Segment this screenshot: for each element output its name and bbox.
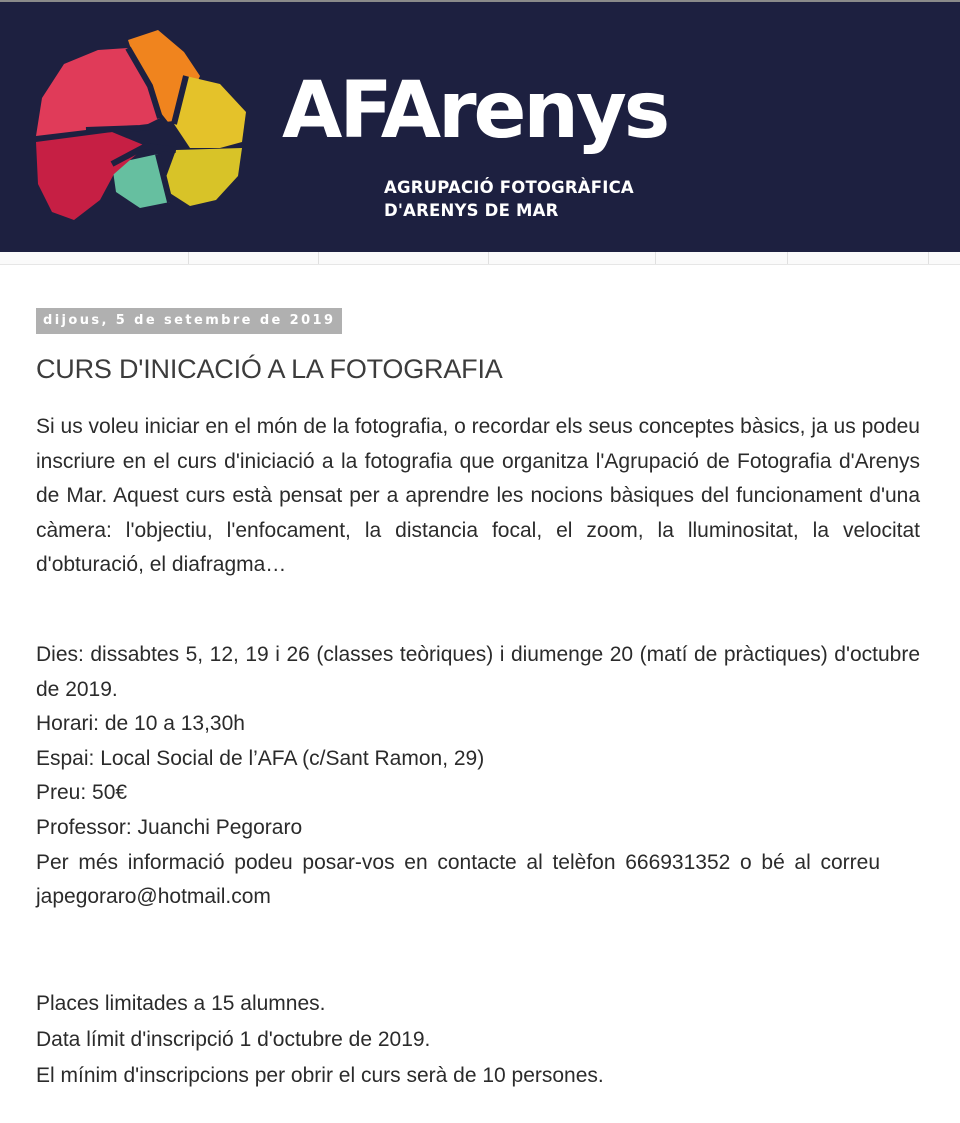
- nav-tab-divider: [488, 252, 489, 264]
- site-header-banner: [0, 0, 960, 252]
- brand-subtitle-line-2: D'ARENYS DE MAR: [384, 201, 559, 220]
- post-notes: [36, 986, 920, 1094]
- brand-name[interactable]: AFArenys: [282, 66, 668, 156]
- note-limited-places: Places limitades a 15 alumnes.: [36, 992, 326, 1015]
- post-intro-paragraph: Si us voleu iniciar en el món de la fotografia, o recordar els seus conceptes bàsics, ja us podeu inscriure en el curs d'iniciació a la fotografia que organitza l'Agrupació de Fotografia d'Arenys de Mar. Aquest curs està pensat per a aprendre les nocions bàsiques del funcionament d'una càmera: l'objectiu, l'enfocament, la distancia focal, el zoom, la lluminositat, la velocitat d'obturació, el diafragma…: [36, 415, 920, 577]
- contact-info: [36, 846, 920, 915]
- aperture-logo-icon[interactable]: [28, 24, 250, 224]
- course-teacher: Professor: Juanchi Pegoraro: [36, 815, 303, 839]
- note-deadline: Data límit d'inscripció 1 d'octubre de 2019.: [36, 1028, 431, 1051]
- course-price: Preu: 50€: [36, 781, 128, 805]
- brand-subtitle-line-1: AGRUPACIÓ FOTOGRÀFICA: [384, 178, 634, 197]
- nav-tab-divider: [787, 252, 788, 264]
- contact-text: Per més informació podeu posar-vos en contacte al telèfon 666931352 o bé al correu: [36, 850, 880, 874]
- course-venue: Espai: Local Social de l’AFA (c/Sant Ramon, 29): [36, 746, 485, 770]
- nav-tab-divider: [655, 252, 656, 264]
- course-schedule: Horari: de 10 a 13,30h: [36, 712, 245, 736]
- nav-tab-divider: [188, 252, 189, 264]
- post-course-details: [36, 638, 920, 915]
- contact-email-link[interactable]: japegoraro@hotmail.com: [36, 885, 271, 909]
- post-date-header: dijous, 5 de setembre de 2019: [36, 308, 342, 334]
- course-dates: Dies: dissabtes 5, 12, 19 i 26 (classes teòriques) i diumenge 20 (matí de pràctiques) d'octubre de 2019.: [36, 643, 920, 701]
- nav-tab-divider: [318, 252, 319, 264]
- brand-subtitle: [384, 176, 634, 222]
- post-title[interactable]: CURS D'INICACIÓ A LA FOTOGRAFIA: [36, 354, 503, 384]
- note-minimum: El mínim d'inscripcions per obrir el curs serà de 10 persones.: [36, 1064, 604, 1087]
- nav-tab-strip: [0, 252, 960, 265]
- nav-tab-divider: [928, 252, 929, 264]
